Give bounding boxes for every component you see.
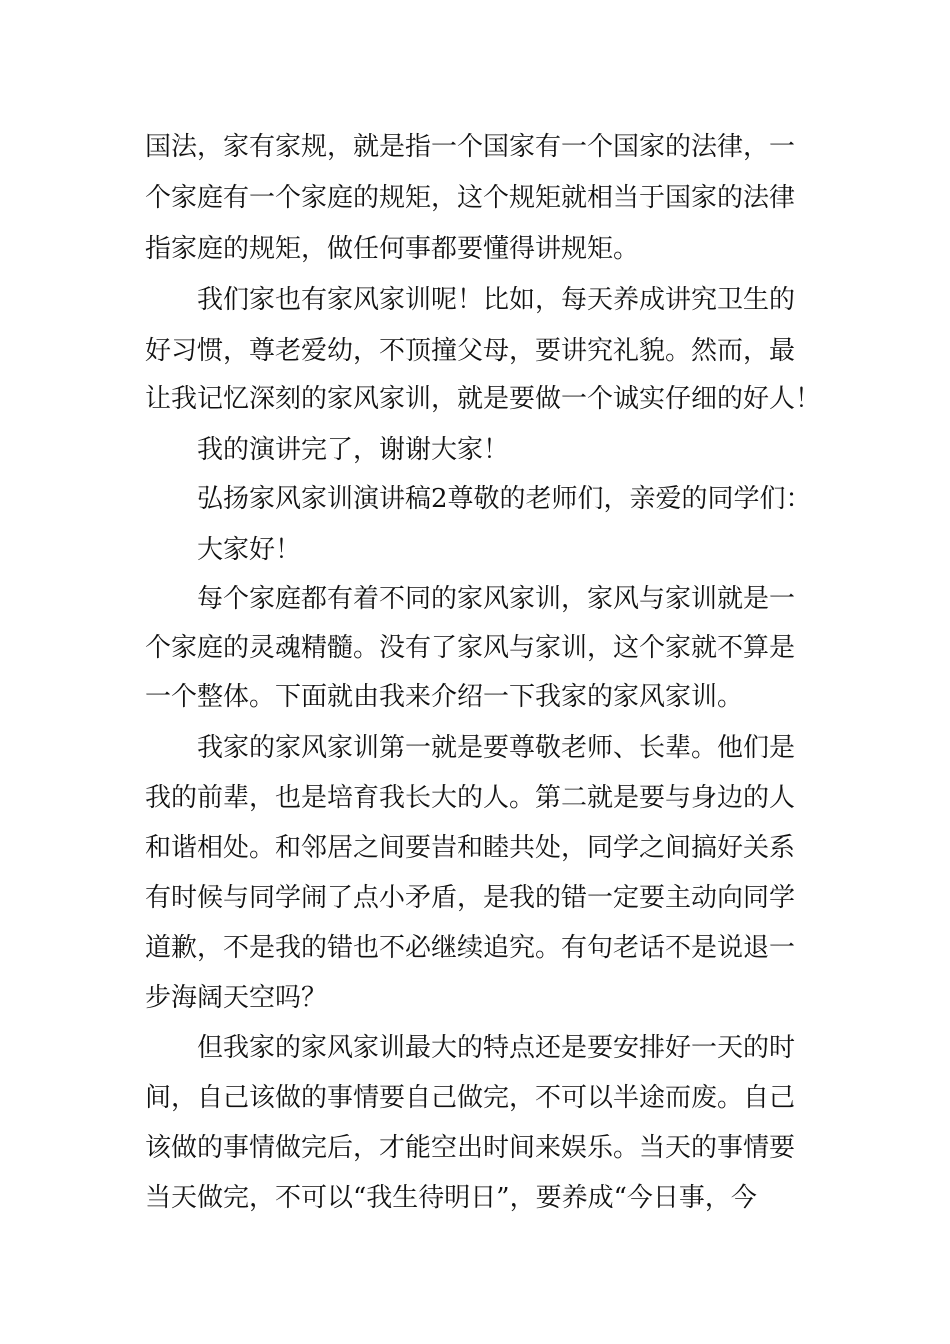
text-line-5: 好习惯，尊老爱幼，不顶撞父母，要讲究礼貌。然而，最 [145, 336, 796, 366]
text-line-1: 国法，家有家规，就是指一个国家有一个国家的法律，一 [145, 132, 796, 162]
text-line-20: 间，自己该做的事情要自己做完，不可以半途而废。自己 [145, 1083, 796, 1113]
text-line-8: 弘扬家风家训演讲稿2尊敬的老师们，亲爱的同学们： [197, 484, 812, 514]
text-line-19: 但我家的家风家训最大的特点还是要安排好一天的时 [197, 1033, 796, 1063]
text-line-22: 当天做完，不可以“我生待明日”，要养成“今日事，今 [145, 1183, 757, 1213]
text-line-2: 个家庭有一个家庭的规矩，这个规矩就相当于国家的法律 [145, 183, 796, 213]
text-line-18: 步海阔天空吗？ [145, 983, 328, 1013]
text-line-21: 该做的事情做完后，才能空出时间来娱乐。当天的事情要 [145, 1133, 796, 1163]
text-line-15: 和谐相处。和邻居之间要旹和睦共处，同学之间搞好关系 [145, 833, 796, 863]
text-line-4: 我们家也有家风家训呢！比如，每天养成讲究卫生的 [197, 285, 796, 315]
text-line-11: 个家庭的灵魂精髓。没有了家风与家训，这个家就不算是 [145, 633, 796, 663]
text-line-7: 我的演讲完了，谢谢大家！ [197, 435, 510, 465]
text-line-3: 指家庭的规矩，做任何事都要懂得讲规矩。 [145, 234, 640, 264]
text-line-10: 每个家庭都有着不同的家风家训，家风与家训就是一 [197, 584, 796, 614]
text-line-13: 我家的家风家训第一就是要尊敬老师、长辈。他们是 [197, 733, 796, 763]
text-line-9: 大家好！ [197, 535, 302, 565]
text-line-17: 道歉，不是我的错也不必继续追究。有句老话不是说退一 [145, 933, 796, 963]
text-line-14: 我的前辈，也是培育我长大的人。第二就是要与身边的人 [145, 783, 796, 813]
text-line-12: 一个整体。下面就由我来介绍一下我家的家风家训。 [145, 682, 744, 712]
text-line-6: 让我记忆深刻的家风家训，就是要做一个诚实仔细的好人！ [145, 384, 822, 414]
text-line-16: 有时候与同学闹了点小矛盾，是我的错一定要主动向同学 [145, 883, 796, 913]
